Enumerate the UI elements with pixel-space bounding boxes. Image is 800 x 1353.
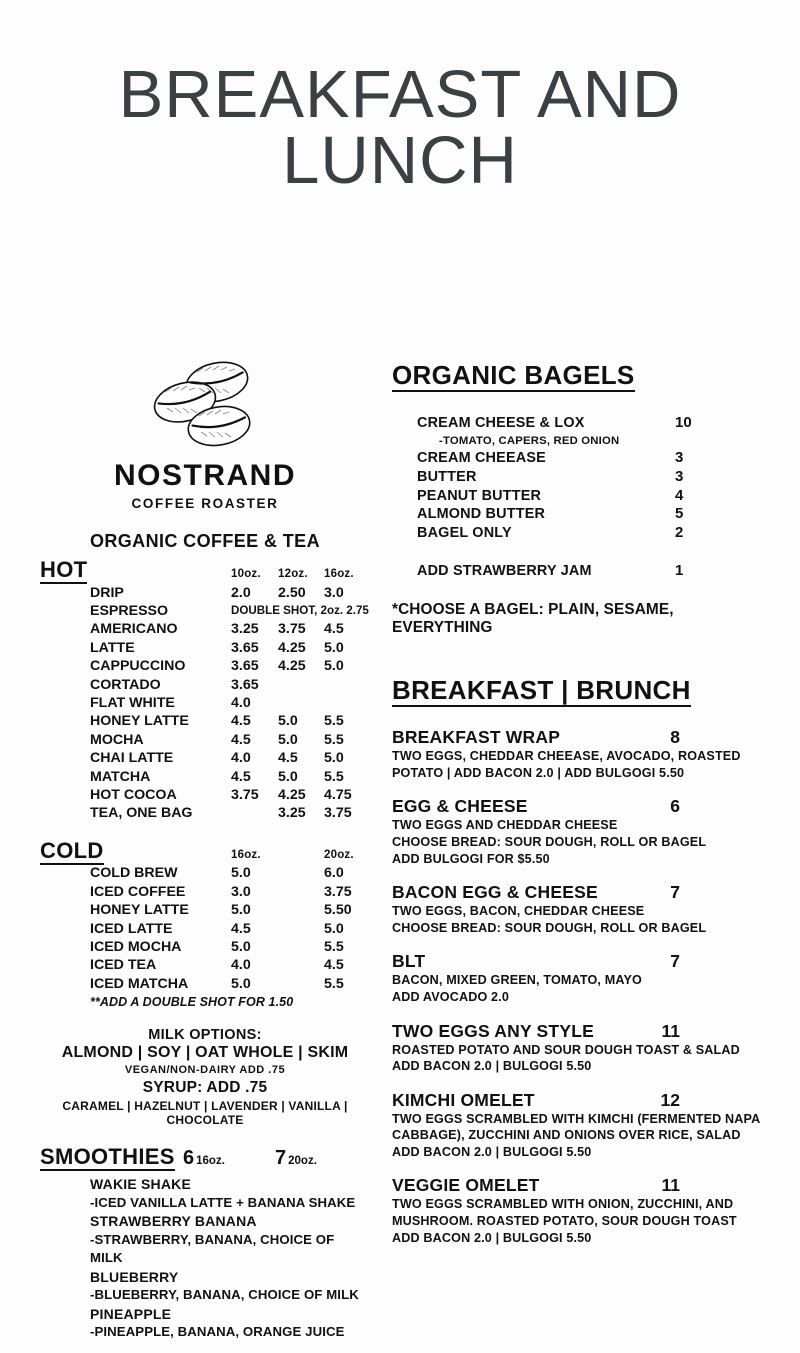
- hot-price-16oz: 5.0: [324, 750, 344, 767]
- cold-price-16oz: 3.0: [231, 883, 251, 900]
- cold-price-16oz: 5.0: [231, 865, 251, 882]
- smoothies-price-large: 7: [275, 1147, 287, 1170]
- bagel-row: [417, 449, 772, 468]
- hot-drink-name: FLAT WHITE: [90, 694, 175, 711]
- hot-drink-row: [40, 584, 370, 602]
- bagel-addon-row: [417, 562, 772, 581]
- hot-price-10oz: [231, 804, 278, 822]
- cold-price-20oz: 4.5: [324, 957, 344, 974]
- hot-drink-note: DOUBLE SHOT, 2oz. 2.75: [231, 603, 369, 617]
- hot-price-12oz: 4.25: [278, 786, 306, 803]
- hot-drink-name: AMERICANO: [90, 621, 178, 638]
- hot-price-12oz: [278, 676, 324, 694]
- breakfast-item-description-line: ADD BACON 2.0 | BULGOGI 5.50: [392, 1144, 592, 1159]
- bagel-price: 10: [675, 414, 692, 432]
- milk-surcharge-note: VEGAN/NON-DAIRY ADD .75: [124, 1064, 286, 1077]
- coffee-beans-icon: [145, 360, 265, 455]
- page-title: [0, 57, 800, 198]
- cold-drink-row: [40, 901, 370, 919]
- breakfast-item: [392, 882, 772, 936]
- breakfast-heading: BREAKFAST | BRUNCH: [392, 677, 691, 707]
- smoothie-name: STRAWBERRY BANANA: [90, 1213, 257, 1230]
- breakfast-item: [392, 1021, 772, 1075]
- bagel-name: ALMOND BUTTER: [417, 506, 546, 523]
- breakfast-item-name: TWO EGGS ANY STYLE: [392, 1020, 594, 1041]
- hot-drink-row: [40, 786, 370, 804]
- breakfast-item-name: EGG & CHEESE: [392, 796, 528, 817]
- double-shot-note: **ADD A DOUBLE SHOT FOR 1.50: [90, 995, 294, 1010]
- coffee-section-heading: ORGANIC COFFEE & TEA: [89, 531, 320, 551]
- cold-drink-row: [40, 864, 370, 882]
- cold-price-16oz: 4.5: [231, 920, 251, 937]
- left-column: [40, 360, 370, 1342]
- smoothies-label: SMOOTHIES: [40, 1145, 175, 1171]
- cold-drink-name: ICED COFFEE: [90, 883, 186, 900]
- hot-price-12oz: 4.25: [278, 658, 306, 675]
- bagel-name: CREAM CHEESE & LOX: [417, 415, 585, 432]
- hot-drink-name: DRIP: [90, 584, 124, 601]
- bagels-list: [392, 414, 772, 581]
- bagel-name: CREAM CHEEASE: [417, 450, 546, 467]
- hot-col-10oz: 10oz.: [231, 568, 261, 581]
- right-column: [392, 362, 772, 1261]
- breakfast-item-description-line: ROASTED POTATO AND SOUR DOUGH TOAST & SALAD: [392, 1042, 740, 1057]
- breakfast-item-description-line: MUSHROOM. ROASTED POTATO, SOUR DOUGH TOAST: [392, 1214, 737, 1229]
- hot-price-16oz: 3.75: [324, 805, 352, 822]
- hot-price-12oz: 5.0: [278, 731, 298, 748]
- milk-options-block: [40, 1027, 370, 1127]
- smoothies-price-small: 6: [183, 1147, 195, 1170]
- syrup-list: CARAMEL | HAZELNUT | LAVENDER | VANILLA | CHOCOLATE: [62, 1099, 348, 1128]
- hot-price-12oz: [278, 694, 324, 712]
- hot-price-12oz: 5.0: [278, 713, 298, 730]
- hot-price-12oz: 4.25: [278, 639, 306, 656]
- cold-label: COLD: [40, 839, 104, 865]
- bagel-row: [417, 524, 772, 543]
- breakfast-item-price: 7: [670, 951, 680, 972]
- cold-price-16oz: 5.0: [231, 975, 251, 992]
- cold-drink-name: ICED MOCHA: [90, 938, 182, 955]
- smoothie-name: WAKIE SHAKE: [90, 1176, 191, 1193]
- hot-price-10oz: 3.75: [231, 786, 259, 803]
- smoothies-price-small-group: [183, 1147, 225, 1170]
- bagel-name: BUTTER: [417, 468, 477, 485]
- cold-drink-name: ICED MATCHA: [90, 975, 189, 992]
- hot-drink-row: [40, 602, 370, 620]
- hot-drink-row: [40, 749, 370, 767]
- cold-price-table: [40, 846, 370, 993]
- smoothie-name: PINEAPPLE: [90, 1305, 172, 1322]
- cold-drink-row: [40, 883, 370, 901]
- bagel-addon-price: 1: [675, 562, 684, 580]
- bagel-row: [417, 487, 772, 506]
- breakfast-item-description-line: BACON, MIXED GREEN, TOMATO, MAYO: [392, 973, 642, 988]
- hot-drink-row: [40, 694, 370, 712]
- breakfast-item: [392, 1090, 772, 1161]
- milk-options-heading: MILK OPTIONS:: [148, 1027, 262, 1044]
- breakfast-item: [392, 727, 772, 781]
- breakfast-item: [392, 951, 772, 1005]
- smoothie-description: -BLUEBERRY, BANANA, CHOICE OF MILK: [90, 1287, 359, 1303]
- hot-drink-row: [40, 768, 370, 786]
- cold-drink-row: [40, 938, 370, 956]
- breakfast-item-name: BREAKFAST WRAP: [392, 727, 561, 748]
- bagel-price: 5: [675, 505, 684, 523]
- cold-drink-name: COLD BREW: [90, 865, 178, 882]
- smoothie-description: -ICED VANILLA LATTE + BANANA SHAKE: [90, 1194, 356, 1210]
- breakfast-item-description-line: CABBAGE), ZUCCHINI AND ONIONS OVER RICE, SALAD: [392, 1128, 741, 1143]
- breakfast-item-description-line: ADD BULGOGI FOR $5.50: [392, 851, 550, 866]
- hot-drink-row: [40, 712, 370, 730]
- hot-drink-name: ESPRESSO: [90, 602, 169, 619]
- hot-price-10oz: 3.25: [231, 621, 259, 638]
- cold-price-16oz: 4.0: [231, 957, 251, 974]
- cold-drink-row: [40, 975, 370, 993]
- bagel-list-spacer: [417, 543, 772, 562]
- hot-drink-name: CORTADO: [90, 676, 161, 693]
- breakfast-item-price: 12: [660, 1089, 680, 1110]
- bagel-name: BAGEL ONLY: [417, 525, 512, 542]
- breakfast-item-description-line: TWO EGGS SCRAMBLED WITH KIMCHI (FERMENTED NAPA: [392, 1111, 761, 1126]
- breakfast-item-price: 6: [670, 796, 680, 817]
- bagel-addon-name: ADD STRAWBERRY JAM: [417, 563, 592, 580]
- smoothie-name: BLUEBERRY: [90, 1268, 179, 1285]
- breakfast-item-name: KIMCHI OMELET: [392, 1089, 535, 1110]
- cold-price-20oz: 3.75: [324, 883, 352, 900]
- hot-price-12oz: 4.5: [278, 750, 298, 767]
- bagel-choose-note: *CHOOSE A BAGEL: PLAIN, SESAME, EVERYTHING: [392, 600, 674, 636]
- breakfast-item-description-line: POTATO | ADD BACON 2.0 | ADD BULGOGI 5.50: [392, 765, 685, 780]
- breakfast-item-description-line: TWO EGGS SCRAMBLED WITH ONION, ZUCCHINI, AND: [392, 1197, 734, 1212]
- breakfast-item: [392, 796, 772, 867]
- smoothies-list: [40, 1175, 370, 1342]
- smoothies-price-large-group: [275, 1147, 317, 1170]
- hot-col-16oz: 16oz.: [324, 568, 354, 581]
- bagels-section: [392, 362, 772, 637]
- hot-drink-row: [40, 639, 370, 657]
- breakfast-item: [392, 1175, 772, 1246]
- hot-price-16oz: 3.0: [324, 584, 344, 601]
- cold-drink-name: ICED TEA: [90, 957, 157, 974]
- breakfast-item-name: BLT: [392, 951, 426, 972]
- hot-price-16oz: 5.5: [324, 768, 344, 785]
- hot-price-10oz: 4.0: [231, 694, 251, 711]
- cold-price-20oz: 5.0: [324, 920, 344, 937]
- hot-price-12oz: 2.50: [278, 584, 306, 601]
- hot-price-16oz: [324, 694, 370, 712]
- cold-price-20oz: 5.5: [324, 975, 344, 992]
- hot-label: HOT: [40, 558, 87, 584]
- hot-price-16oz: 5.0: [324, 658, 344, 675]
- cold-price-16oz: 5.0: [231, 902, 251, 919]
- hot-drink-name: MATCHA: [90, 768, 151, 785]
- hot-price-16oz: 5.0: [324, 639, 344, 656]
- bagel-price: 4: [675, 486, 684, 504]
- hot-drink-name: CHAI LATTE: [90, 750, 174, 767]
- cold-drink-name: HONEY LATTE: [90, 902, 189, 919]
- breakfast-item-price: 7: [670, 882, 680, 903]
- cold-price-20oz: 6.0: [324, 865, 344, 882]
- cold-price-20oz: 5.5: [324, 938, 344, 955]
- smoothies-size-large: 20oz.: [288, 1155, 317, 1168]
- breakfast-item-description-line: CHOOSE BREAD: SOUR DOUGH, ROLL OR BAGEL: [392, 920, 707, 935]
- breakfast-item-description-line: ADD AVOCADO 2.0: [392, 989, 510, 1004]
- bagel-row: [417, 468, 772, 487]
- hot-drink-name: TEA, ONE BAG: [90, 805, 193, 822]
- breakfast-item-price: 8: [670, 727, 680, 748]
- bagel-sub-description: -TOMATO, CAPERS, RED ONION: [439, 435, 620, 448]
- hot-drink-name: HOT COCOA: [90, 786, 177, 803]
- breakfast-item-description-line: TWO EGGS, CHEDDAR CHEEASE, AVOCADO, ROASTED: [392, 749, 741, 764]
- hot-drink-row: [40, 804, 370, 822]
- breakfast-item-description-line: TWO EGGS AND CHEDDAR CHEESE: [392, 818, 618, 833]
- title-line-2: LUNCH: [282, 122, 518, 198]
- hot-drink-row: [40, 620, 370, 638]
- hot-price-16oz: 4.5: [324, 621, 344, 638]
- smoothies-size-small: 16oz.: [196, 1155, 225, 1168]
- hot-price-table: [40, 565, 370, 823]
- cold-price-16oz: 5.0: [231, 938, 251, 955]
- hot-price-16oz: [324, 676, 370, 694]
- hot-drink-row: [40, 657, 370, 675]
- hot-drink-row: [40, 731, 370, 749]
- breakfast-items-list: [392, 727, 772, 1246]
- brand-name: NOSTRAND: [114, 459, 296, 492]
- bagel-price: 2: [675, 524, 684, 542]
- hot-price-16oz: 5.5: [324, 713, 344, 730]
- cold-drink-name: ICED LATTE: [90, 920, 173, 937]
- breakfast-item-name: BACON EGG & CHEESE: [392, 882, 598, 903]
- cold-col-20oz: 20oz.: [324, 848, 354, 861]
- hot-price-10oz: 3.65: [231, 676, 259, 693]
- hot-drink-name: CAPPUCCINO: [90, 658, 186, 675]
- hot-price-10oz: 4.5: [231, 768, 251, 785]
- hot-price-10oz: 4.5: [231, 713, 251, 730]
- bagel-row: [417, 505, 772, 524]
- breakfast-item-description-line: ADD BACON 2.0 | BULGOGI 5.50: [392, 1059, 592, 1074]
- brand-tagline: COFFEE ROASTER: [131, 496, 279, 511]
- bagels-heading: ORGANIC BAGELS: [392, 362, 635, 392]
- hot-drink-row: [40, 676, 370, 694]
- hot-price-10oz: 4.0: [231, 750, 251, 767]
- smoothie-description: -STRAWBERRY, BANANA, CHOICE OF MILK: [90, 1231, 335, 1266]
- hot-drink-name: LATTE: [90, 639, 135, 656]
- bagel-price: 3: [675, 449, 684, 467]
- breakfast-item-price: 11: [661, 1175, 680, 1196]
- smoothies-header: [40, 1145, 370, 1173]
- hot-price-10oz: 2.0: [231, 584, 251, 601]
- breakfast-item-name: VEGGIE OMELET: [392, 1175, 540, 1196]
- hot-price-12oz: 3.25: [278, 805, 306, 822]
- hot-price-16oz: 4.75: [324, 786, 352, 803]
- hot-col-12oz: 12oz.: [278, 568, 308, 581]
- hot-price-12oz: 5.0: [278, 768, 298, 785]
- hot-price-10oz: 4.5: [231, 731, 251, 748]
- hot-price-16oz: 5.5: [324, 731, 344, 748]
- cold-drink-row: [40, 920, 370, 938]
- breakfast-item-price: 11: [661, 1020, 680, 1041]
- title-line-1: BREAKFAST AND: [118, 57, 682, 132]
- hot-drink-name: HONEY LATTE: [90, 713, 189, 730]
- hot-price-12oz: 3.75: [278, 621, 306, 638]
- breakfast-item-description-line: ADD BACON 2.0 | BULGOGI 5.50: [392, 1230, 592, 1245]
- milk-options-list: ALMOND | SOY | OAT WHOLE | SKIM: [61, 1044, 349, 1062]
- hot-price-10oz: 3.65: [231, 658, 259, 675]
- bagel-price: 3: [675, 467, 684, 485]
- syrup-heading: SYRUP: ADD .75: [142, 1079, 268, 1097]
- cold-drink-row: [40, 956, 370, 974]
- breakfast-item-description-line: TWO EGGS, BACON, CHEDDAR CHEESE: [392, 904, 645, 919]
- bagel-row: [417, 414, 772, 433]
- hot-price-10oz: 3.65: [231, 639, 259, 656]
- cold-col-16oz: 16oz.: [231, 848, 261, 861]
- breakfast-section: [392, 674, 772, 1246]
- bagel-name: PEANUT BUTTER: [417, 487, 542, 504]
- smoothie-description: -PINEAPPLE, BANANA, ORANGE JUICE: [90, 1324, 345, 1340]
- hot-drink-name: MOCHA: [90, 731, 144, 748]
- breakfast-item-description-line: CHOOSE BREAD: SOUR DOUGH, ROLL OR BAGEL: [392, 834, 707, 849]
- brand-logo: [40, 360, 370, 511]
- cold-price-20oz: 5.50: [324, 902, 352, 919]
